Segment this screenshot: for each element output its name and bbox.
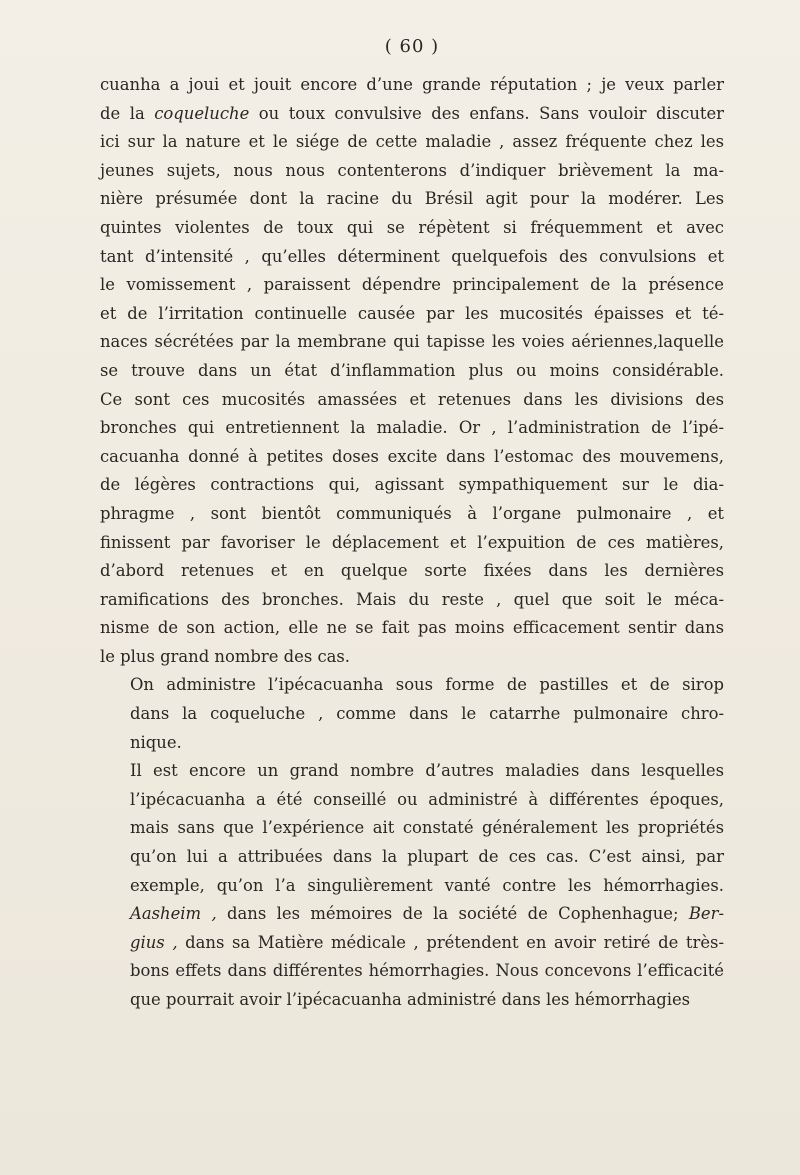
- text-line: nière présumée dont la racine du Brésil agit pour la modérer. Les: [100, 189, 724, 209]
- paragraph: [100, 757, 724, 1014]
- text-line: naces sécrétées par la membrane qui tapisse les voies aériennes,laquelle: [100, 332, 724, 352]
- page-number: ( 60 ): [384, 36, 440, 57]
- text-line: gius , dans sa Matière médicale , prétendent en avoir retiré de très-: [130, 932, 724, 952]
- text-line: bronches qui entretiennent la maladie. Or , l’administration de l’ipé-: [100, 418, 724, 438]
- paragraph: [100, 71, 724, 671]
- italic-term: gius ,: [130, 932, 178, 952]
- text-line: le plus grand nombre des cas.: [100, 646, 351, 666]
- text-line: Il est encore un grand nombre d’autres maladies dans lesquelles: [130, 761, 724, 781]
- text-line: quintes violentes de toux qui se répètent si fréquemment et avec: [100, 217, 724, 237]
- text-line: On administre l’ipécacuanha sous forme de pastilles et de sirop: [130, 675, 724, 695]
- text-line: bons effets dans différentes hémorrhagies. Nous concevons l’efficacité: [130, 961, 724, 981]
- text-line: Ce sont ces mucosités amassées et retenues dans les divisions des: [100, 389, 724, 409]
- paragraph: [100, 671, 724, 757]
- text-line: le vomissement , paraissent dépendre principalement de la présence: [100, 275, 724, 295]
- italic-term: Ber-: [688, 904, 725, 924]
- text-line: nique.: [130, 732, 182, 752]
- text-line: finissent par favoriser le déplacement et l’expuition de ces matières,: [100, 532, 724, 552]
- text-line: nisme de son action, elle ne se fait pas moins efficacement sentir dans: [100, 618, 724, 638]
- italic-term: coqueluche: [154, 103, 250, 123]
- body-text: [100, 71, 724, 1015]
- text-line: jeunes sujets, nous nous contenterons d’indiquer brièvement la ma-: [100, 160, 724, 180]
- text-line: l’ipécacuanha a été conseillé ou administré à différentes époques,: [130, 789, 724, 809]
- text-line: mais sans que l’expérience ait constaté généralement les propriétés: [130, 818, 724, 838]
- text-line: Aasheim , dans les mémoires de la société de Cophenhague; Ber-: [130, 904, 725, 924]
- text-line: ici sur la nature et le siége de cette maladie , assez fréquente chez les: [100, 132, 724, 152]
- text-line: cuanha a joui et jouit encore d’une grande réputation ; je veux parler: [100, 75, 724, 94]
- text-line: d’abord retenues et en quelque sorte fixées dans les dernières: [100, 561, 724, 581]
- text-line: phragme , sont bientôt communiqués à l’organe pulmonaire , et: [100, 503, 724, 523]
- italic-term: Aasheim ,: [130, 904, 217, 924]
- text-line: ramifications des bronches. Mais du reste , quel que soit le méca-: [100, 589, 724, 609]
- text-line: qu’on lui a attribuées dans la plupart de ces cas. C’est ainsi, par: [130, 847, 724, 867]
- text-line: tant d’intensité , qu’elles déterminent quelquefois des convulsions et: [100, 246, 724, 266]
- text-line: de légères contractions qui, agissant sympathiquement sur le dia-: [100, 475, 724, 495]
- text-line: se trouve dans un état d’inflammation plus ou moins considérable.: [100, 360, 724, 380]
- text-line: cacuanha donné à petites doses excite dans l’estomac des mouvemens,: [100, 446, 724, 466]
- text-line: exemple, qu’on l’a singulièrement vanté contre les hémorrhagies.: [130, 875, 724, 895]
- text-line: dans la coqueluche , comme dans le catarrhe pulmonaire chro-: [130, 704, 724, 724]
- text-line: que pourrait avoir l’ipécacuanha administré dans les hémorrhagies: [130, 990, 691, 1009]
- text-line: de la coqueluche ou toux convulsive des enfans. Sans vouloir discuter: [100, 103, 724, 123]
- text-line: et de l’irritation continuelle causée par les mucosités épaisses et té-: [100, 303, 724, 323]
